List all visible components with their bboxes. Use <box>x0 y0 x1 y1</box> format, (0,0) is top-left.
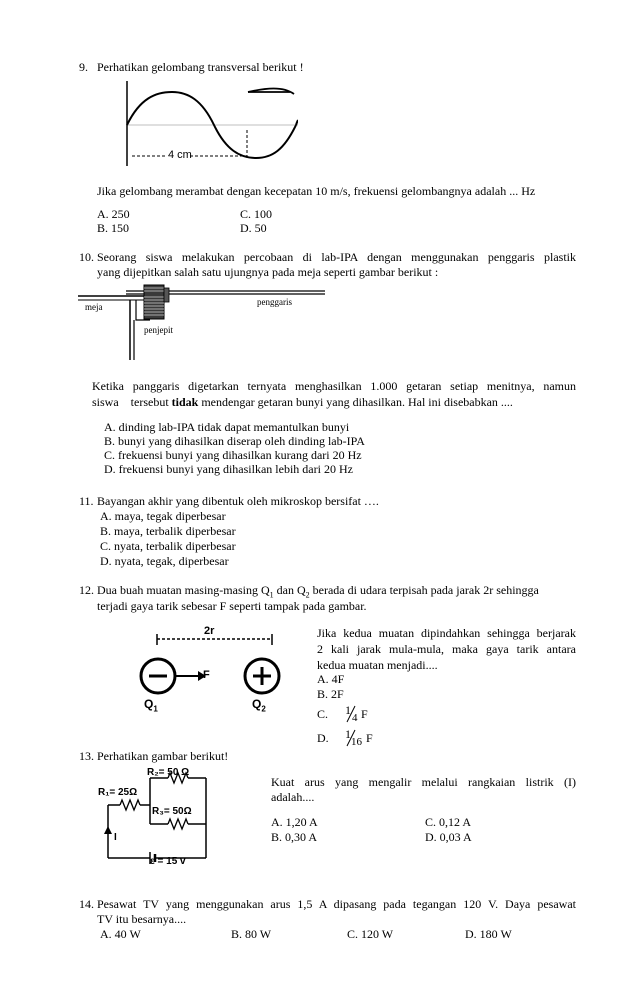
distance-label: 2r <box>204 625 215 637</box>
question-prompt-line2: terjadi gaya tarik sebesar F seperti tampak pada gambar. <box>97 599 367 613</box>
wave-length-label: 4 cm <box>168 149 192 161</box>
r3-label: R₃= 50Ω <box>152 806 192 817</box>
option-label: D. <box>317 731 329 745</box>
option-b: B. 150 <box>97 221 130 235</box>
charge-symbol: Q <box>144 697 154 711</box>
option-a: A. 40 W <box>100 927 141 941</box>
option-a: A. 1,20 A <box>271 815 318 829</box>
question-text-line1: Kuat arus yang mengalir melalui rangkaian listrik (I) <box>271 775 576 789</box>
charge-q2-label <box>252 697 266 713</box>
option-b: B. 80 W <box>231 927 272 941</box>
prompt-text: dan Q <box>273 583 306 597</box>
paragraph-line1: Ketika panggaris digetarkan ternyata menghasilkan 1.000 getaran setiap menitnya, namun <box>92 379 576 393</box>
subscript: 1 <box>269 590 274 600</box>
question-prompt: Bayangan akhir yang dibentuk oleh mikroskop bersifat …. <box>97 494 379 508</box>
question-number: 9. <box>79 60 88 74</box>
subscript: 2 <box>261 704 266 714</box>
emf-label: ε = 15 v <box>150 856 186 867</box>
fraction-numerator: 1 <box>345 727 351 741</box>
question-prompt-line1: Pesawat TV yang menggunakan arus 1,5 A dipasang pada tegangan 120 V. Daya pesawat <box>97 897 576 911</box>
option-c: C. 0,12 A <box>425 815 472 829</box>
question-prompt: Perhatikan gelombang transversal berikut ! <box>97 60 304 74</box>
option-label: C. <box>317 707 329 721</box>
option-c: C. frekuensi bunyi yang dihasilkan kurang dari 20 Hz <box>104 448 362 462</box>
question-text-line2: adalah.... <box>271 790 315 804</box>
subscript: 1 <box>153 704 158 714</box>
option-a: A. maya, tegak diperbesar <box>100 509 226 523</box>
question-number: 13. <box>79 749 94 763</box>
option-a: A. 250 <box>97 207 130 221</box>
question-text: Jika gelombang merambat dengan kecepatan 10 m/s, frekuensi gelombangnya adalah ... Hz <box>97 184 536 198</box>
option-c: C. 100 <box>240 207 273 221</box>
question-prompt-line2: TV itu besarnya.... <box>97 912 187 926</box>
ruler-clamp-figure <box>78 284 328 364</box>
option-a: A. 4F <box>317 672 345 686</box>
paragraph-text: siswa tersebut <box>92 395 172 409</box>
subscript: 2 <box>305 590 310 600</box>
fraction-denominator: 4 <box>352 712 358 724</box>
fraction-denominator: 16 <box>351 736 362 748</box>
transverse-wave-figure <box>118 78 298 170</box>
option-b: B. maya, terbalik diperbesar <box>100 524 236 538</box>
question-prompt-line1 <box>97 583 539 599</box>
question-prompt-line1: Seorang siswa melakukan percobaan di lab-IPA dengan menggunakan penggaris plastik <box>97 250 576 264</box>
question-number: 14. <box>79 897 94 911</box>
current-label: I <box>114 832 117 843</box>
option-c: C. nyata, terbalik diperbesar <box>100 539 236 553</box>
paragraph-text: mendengar getaran bunyi yang dihasilkan. Hal ini disebabkan .... <box>198 395 513 409</box>
question-number: 11. <box>79 494 94 508</box>
side-text-line3: kedua muatan menjadi.... <box>317 658 438 672</box>
question-prompt: Perhatikan gambar berikut! <box>97 749 229 763</box>
side-text-line1: Jika kedua muatan dipindahkan sehingga berjarak <box>317 626 576 640</box>
question-prompt-line2: yang dijepitkan salah satu ujungnya pada meja seperti gambar berikut : <box>97 265 439 279</box>
charge-symbol: Q <box>252 697 262 711</box>
option-d: D. 0,03 A <box>425 830 472 844</box>
prompt-text: berada di udara terpisah pada jarak 2r sehingga <box>309 583 539 597</box>
option-b: B. bunyi yang dihasilkan diserap oleh dinding lab-IPA <box>104 434 365 448</box>
emphasis-text: tidak <box>171 395 199 409</box>
label-table: meja <box>85 302 103 312</box>
option-unit: F <box>366 731 373 745</box>
question-number: 10. <box>79 250 94 264</box>
force-label: F <box>203 669 210 681</box>
option-b: B. 2F <box>317 687 344 701</box>
option-d: D. frekuensi bunyi yang dihasilkan lebih dari 20 Hz <box>104 462 353 476</box>
question-number: 12. <box>79 583 94 597</box>
r1-label: R₁= 25Ω <box>98 787 138 798</box>
paragraph-line2 <box>92 395 513 410</box>
option-c: C. 120 W <box>347 927 394 941</box>
option-a: A. dinding lab-IPA tidak dapat memantulkan bunyi <box>104 420 350 434</box>
r2-label: R₂= 50 Ω <box>147 767 190 778</box>
label-ruler: penggaris <box>257 297 292 307</box>
option-d: D. 50 <box>240 221 267 235</box>
fraction-numerator: 1 <box>345 703 351 717</box>
label-clamp: penjepit <box>144 325 173 335</box>
option-unit: F <box>361 707 368 721</box>
option-d: D. nyata, tegak, diperbesar <box>100 554 229 568</box>
charge-q1-label <box>144 697 158 713</box>
side-text-line2: 2 kali jarak mula-mula, maka gaya tarik antara <box>317 642 576 656</box>
option-d: D. 180 W <box>465 927 512 941</box>
option-b: B. 0,30 A <box>271 830 318 844</box>
prompt-text: Dua buah muatan masing-masing Q <box>97 583 270 597</box>
